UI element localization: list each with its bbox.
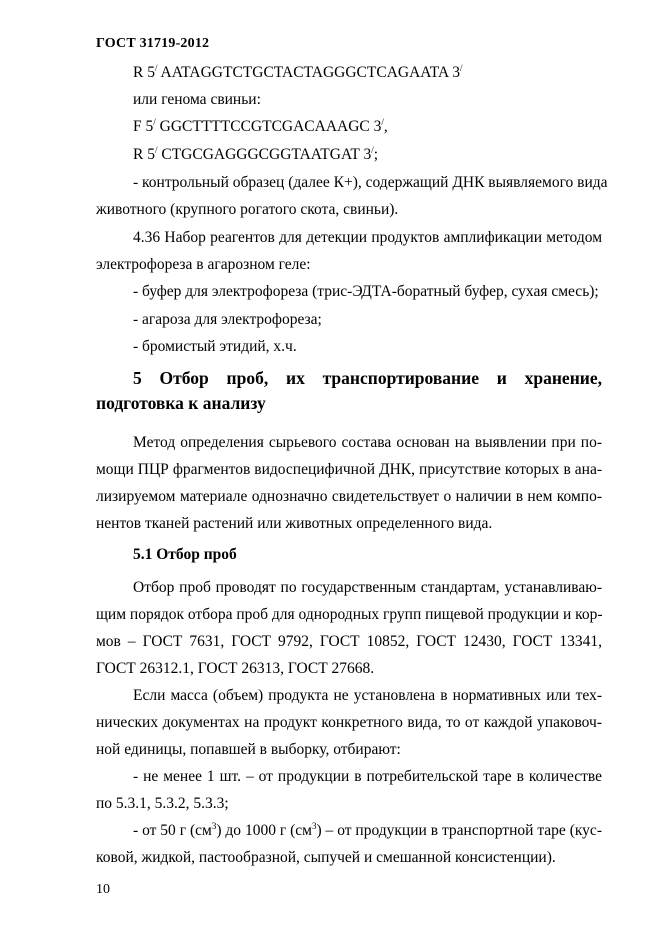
control-sample-line: животного (крупного рогатого скота, свиньи).	[96, 201, 399, 218]
prime-mark: /	[153, 117, 156, 127]
mass-paragraph-line: нических документах на продукт конкретного вида, то от каждой упаковоч-	[96, 714, 602, 731]
kit-paragraph-line: электрофореза в агарозном геле:	[96, 256, 311, 273]
section-5-paragraph-line: Метод определения сырьевого состава основан на выявлении при по-	[133, 434, 602, 451]
prime-mark: /	[154, 63, 158, 73]
volume-text: - от 50 г (см	[133, 822, 212, 839]
page-number: 10	[96, 882, 110, 897]
section-5-paragraph-line: лизируемом материале однозначно свидетельствует о наличии в нем компо-	[96, 488, 602, 505]
kit-list-item: - бромистый этидий, х.ч.	[133, 338, 297, 355]
primer-r-pig	[133, 145, 378, 165]
section-5-title: 5 Отбор проб, их транспортирование и хранение,	[133, 368, 602, 388]
control-sample-line: - контрольный образец (далее К+), содержащий ДНК выявляемого вида	[133, 174, 608, 191]
cubic-exponent: 3	[311, 821, 317, 831]
sampling-list-item	[133, 821, 602, 841]
prime-mark: /	[381, 117, 384, 127]
sampling-list-item: - не менее 1 шт. – от продукции в потребительской таре в количестве	[133, 768, 602, 785]
sampling-paragraph-line: Отбор проб проводят по государственным стандартам, устанавливаю-	[133, 579, 602, 596]
volume-text: ) – от продукции в транспортной таре (кус-	[316, 822, 602, 839]
kit-list-item: - агароза для электрофореза;	[133, 311, 322, 328]
sampling-paragraph-line: мов – ГОСТ 7631, ГОСТ 9792, ГОСТ 10852, ГОСТ 12430, ГОСТ 13341,	[96, 633, 602, 650]
primer-end: ;	[373, 146, 379, 163]
volume-text: ) до 1000 г (см	[216, 822, 312, 839]
kit-list-item: - буфер для электрофореза (трис-ЭДТА-боратный буфер, сухая смесь);	[133, 283, 599, 300]
section-5-title: подготовка к анализу	[96, 393, 266, 413]
primer-prefix: F 5	[133, 118, 154, 135]
primer-sequence: CTGCGAGGGCGGTAATGAT 3	[161, 146, 372, 163]
primer-sequence: GGCTTTTCCGTCGACAAAGC 3	[159, 118, 382, 135]
sampling-list-item: по 5.3.1, 5.3.2, 5.3.3;	[96, 795, 229, 812]
kit-paragraph-line: 4.36 Набор реагентов для детекции продуктов амплификации методом	[133, 229, 602, 246]
section-5-paragraph-line: нентов тканей растений или животных определенного вида.	[96, 515, 493, 532]
mass-paragraph-line: Если масса (объем) продукта не установлена в нормативных или тех-	[133, 687, 602, 704]
sampling-paragraph-line: ГОСТ 26312.1, ГОСТ 26313, ГОСТ 27668.	[96, 660, 375, 677]
prime-mark: /	[371, 145, 374, 155]
prime-mark: /	[154, 145, 158, 155]
mass-paragraph-line: ной единицы, попавшей в выборку, отбирают:	[96, 741, 401, 758]
sampling-list-item: ковой, жидкой, пастообразной, сыпучей и смешанной консистенции).	[96, 849, 556, 866]
primer-f-pig	[133, 117, 388, 137]
primer-prefix: R 5	[133, 146, 155, 163]
primer-end: ,	[383, 118, 388, 135]
section-5-paragraph-line: мощи ПЦР фрагментов видоспецифичной ДНК, присутствие которых в ана-	[96, 461, 602, 478]
sampling-paragraph-line: щим порядок отбора проб для однородных групп пищевой продукции и кор-	[96, 606, 603, 623]
cubic-exponent: 3	[211, 821, 217, 831]
primer-r-cattle	[133, 63, 462, 83]
primer-sequence: AATAGGTCTGCTACTAGGGCTCAGAATA 3	[160, 64, 460, 81]
section-5-1-title: 5.1 Отбор проб	[133, 546, 237, 563]
pig-genome-label: или генома свиньи:	[133, 91, 261, 108]
document-header: ГОСТ 31719-2012	[96, 36, 210, 51]
prime-mark: /	[459, 63, 463, 73]
primer-prefix: R 5	[133, 64, 155, 81]
